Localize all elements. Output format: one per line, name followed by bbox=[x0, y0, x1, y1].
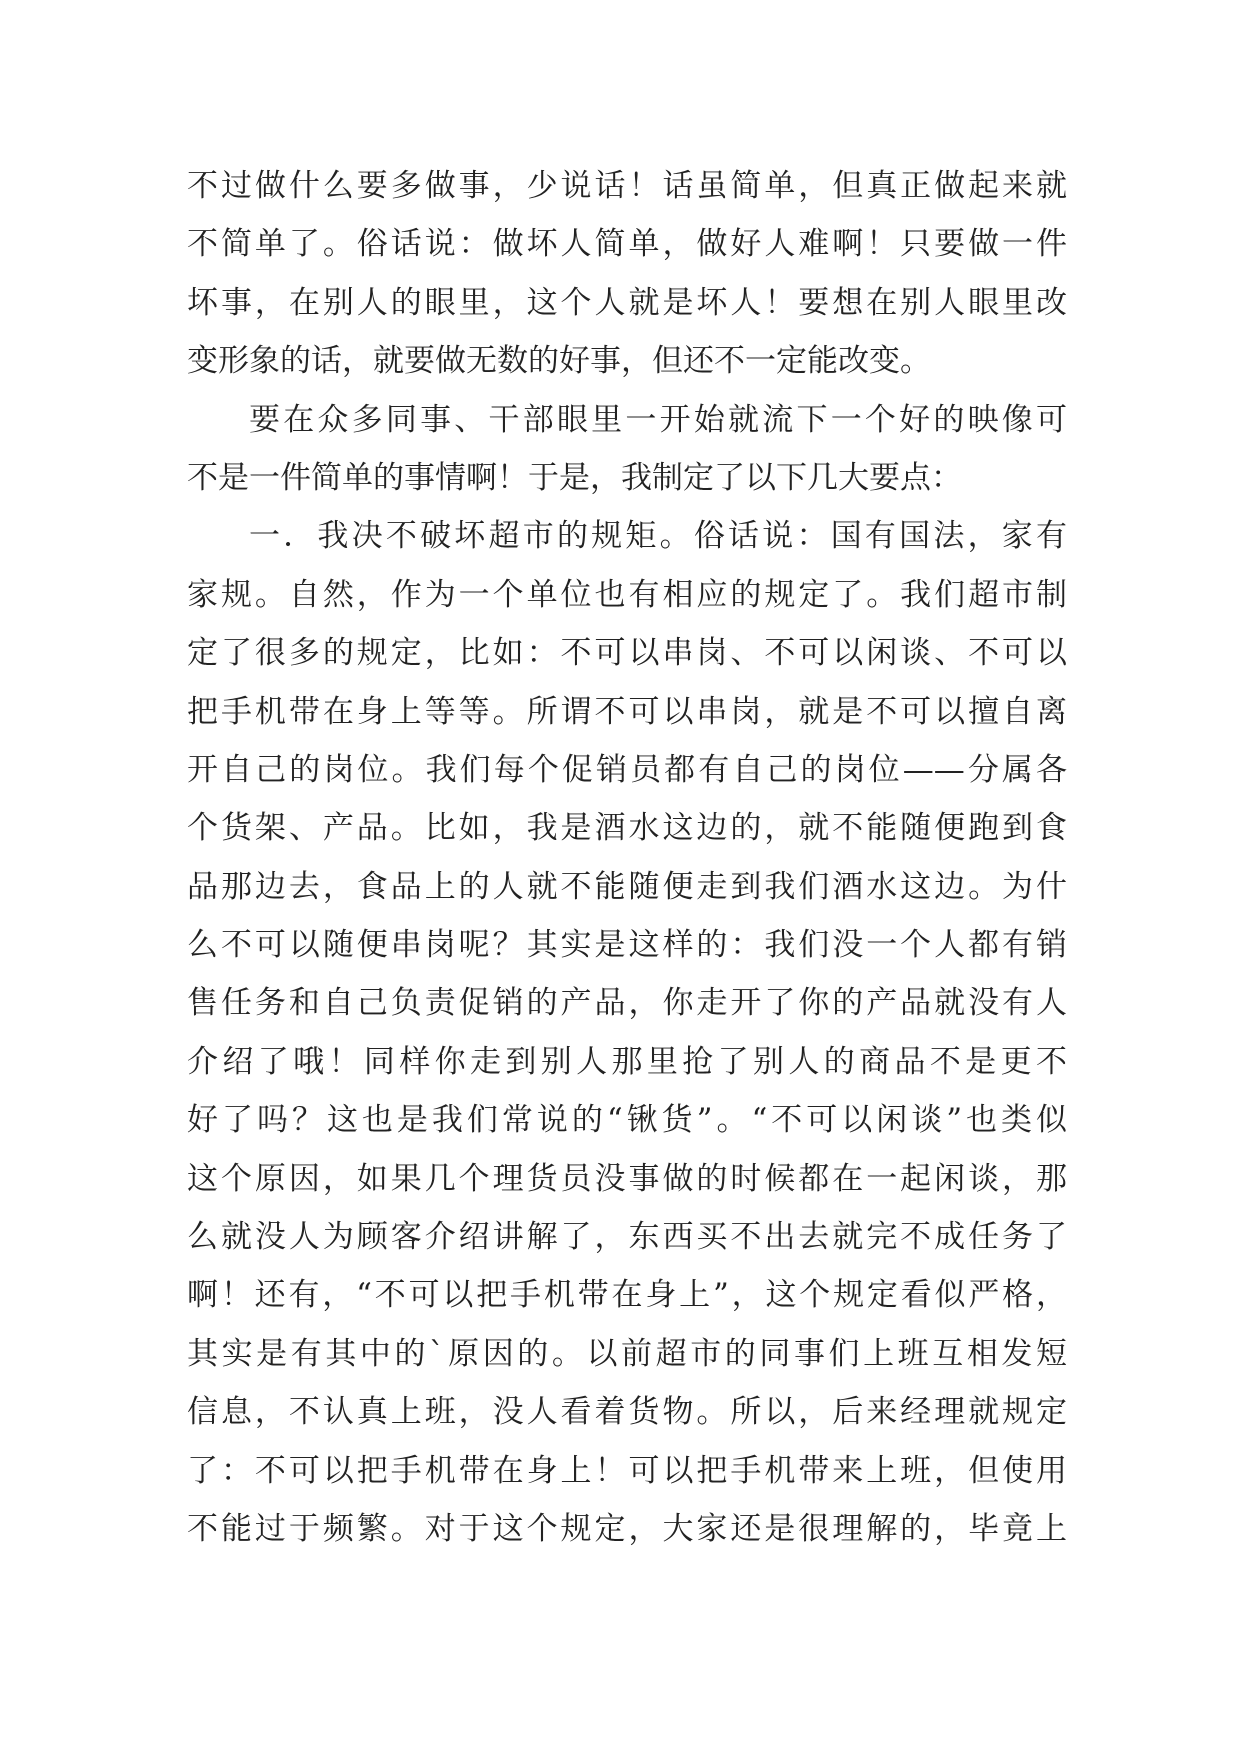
text-line: 个货架、产品。比如，我是酒水这边的，就不能随便跑到食 bbox=[187, 810, 1067, 847]
text-line: 品那边去，食品上的人就不能随便走到我们酒水这边。为什 bbox=[187, 868, 1067, 905]
text-line: 介绍了哦！同样你走到别人那里抢了别人的商品不是更不 bbox=[187, 1043, 1067, 1080]
text-line: 不是一件简单的事情啊！于是，我制定了以下几大要点： bbox=[187, 459, 962, 496]
text-line: 坏事，在别人的眼里，这个人就是坏人！要想在别人眼里改 bbox=[187, 284, 1067, 321]
text-line: 这个原因，如果几个理货员没事做的时候都在一起闲谈，那 bbox=[187, 1160, 1067, 1197]
text-line: 售任务和自己负责促销的产品，你走开了你的产品就没有人 bbox=[187, 985, 1067, 1022]
document-body bbox=[187, 157, 1067, 1558]
text-line: 了：不可以把手机带在身上！可以把手机带来上班，但使用 bbox=[187, 1452, 1067, 1489]
text-line: 么不可以随便串岗呢？其实是这样的：我们没一个人都有销 bbox=[187, 927, 1067, 964]
text-line: 定了很多的规定，比如：不可以串岗、不可以闲谈、不可以 bbox=[187, 635, 1067, 672]
text-line: 要在众多同事、干部眼里一开始就流下一个好的映像可 bbox=[249, 401, 1067, 438]
text-line: 其实是有其中的`原因的。以前超市的同事们上班互相发短 bbox=[187, 1335, 1067, 1372]
text-line: 好了吗？这也是我们常说的“锹货”。“不可以闲谈”也类似 bbox=[187, 1102, 1067, 1139]
text-line: 不过做什么要多做事，少说话！话虽简单，但真正做起来就 bbox=[187, 168, 1067, 204]
text-line: 信息，不认真上班，没人看着货物。所以，后来经理就规定 bbox=[187, 1394, 1067, 1431]
text-line: 把手机带在身上等等。所谓不可以串岗，就是不可以擅自离 bbox=[187, 693, 1067, 730]
text-line: 么就没人为顾客介绍讲解了，东西买不出去就完不成任务了 bbox=[187, 1219, 1067, 1256]
text-line: 一．我决不破坏超市的规矩。俗话说：国有国法，家有 bbox=[249, 518, 1067, 555]
text-line: 家规。自然，作为一个单位也有相应的规定了。我们超市制 bbox=[187, 576, 1067, 613]
text-line: 不能过于频繁。对于这个规定，大家还是很理解的，毕竟上 bbox=[187, 1510, 1067, 1547]
text-line: 开自己的岗位。我们每个促销员都有自己的岗位——分属各 bbox=[187, 751, 1067, 788]
text-line: 啊！还有，“不可以把手机带在身上”，这个规定看似严格， bbox=[187, 1277, 1067, 1314]
text-line: 变形象的话，就要做无数的好事，但还不一定能改变。 bbox=[187, 343, 931, 380]
text-line: 不简单了。俗话说：做坏人简单，做好人难啊！只要做一件 bbox=[187, 226, 1067, 263]
